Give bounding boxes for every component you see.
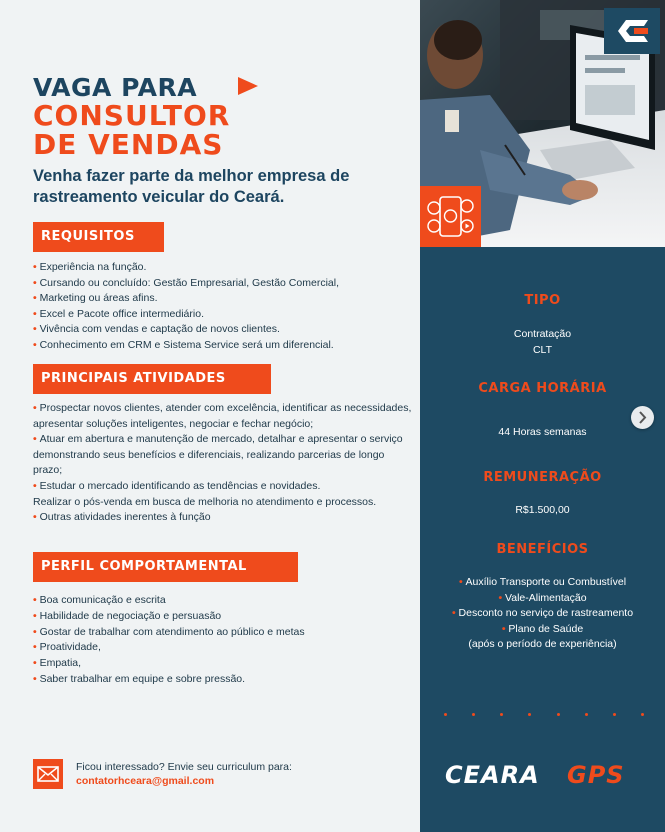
- brand-name-part1: CEARA: [445, 761, 540, 789]
- requisitos-list: [33, 260, 413, 354]
- list-item: • Marketing ou áreas afins.: [33, 291, 413, 307]
- list-item: • Vale-Alimentação: [420, 591, 665, 607]
- list-item: • Desconto no serviço de rastreamento: [420, 606, 665, 622]
- beneficios-list: [420, 575, 665, 653]
- beneficios-heading: BENEFÍCIOS: [496, 542, 589, 557]
- list-item: • Vivência com vendas e captação de novos clientes.: [33, 322, 413, 338]
- next-slide-button[interactable]: [631, 406, 654, 429]
- list-item: • Conhecimento em CRM e Sistema Service será um diferencial.: [33, 338, 413, 354]
- list-item: Realizar o pós-venda em busca de melhoria no atendimento e processos.: [33, 495, 377, 508]
- list-item: • Excel e Pacote office intermediário.: [33, 307, 413, 323]
- play-arrow-icon: [238, 77, 258, 95]
- tipo-line1: Contratação: [513, 328, 572, 340]
- carga-heading: CARGA HORÁRIA: [478, 381, 607, 396]
- headline-line3: DE VENDAS: [33, 128, 224, 161]
- atividades-list: [33, 401, 413, 526]
- atividades-heading: PRINCIPAIS ATIVIDADES: [33, 364, 271, 394]
- list-item: • Atuar em abertura e manutenção de mercado, detalhar e apresentar o serviço demonstrando seus benefícios e diferenciais, realizando parcerias de longo prazo;: [33, 432, 413, 479]
- list-item: • Experiência na função.: [33, 260, 413, 276]
- brand-logo-icon: [604, 8, 660, 54]
- headline-line2: CONSULTOR: [33, 99, 231, 132]
- list-item: • Habilidade de negociação e persuasão: [33, 609, 413, 625]
- subtitle: Venha fazer parte da melhor empresa de rastreamento veicular do Ceará.: [33, 167, 350, 206]
- perfil-heading: PERFIL COMPORTAMENTAL: [33, 552, 298, 582]
- list-item: • Empatia,: [33, 656, 413, 672]
- list-item: • Prospectar novos clientes, atender com excelência, identificar as necessidades, apresentar soluções inteligentes, negociar e fechar negócio;: [33, 401, 413, 432]
- mail-icon: [33, 759, 63, 789]
- list-item: • Cursando ou concluído: Gestão Empresarial, Gestão Comercial,: [33, 276, 413, 292]
- brand-name-part2: GPS: [567, 761, 625, 789]
- requisitos-heading: REQUISITOS: [33, 222, 164, 252]
- tipo-heading: TIPO: [524, 293, 561, 308]
- perfil-list: [33, 593, 413, 688]
- list-item: • Auxílio Transporte ou Combustível: [420, 575, 665, 591]
- list-item: • Estudar o mercado identificando as tendências e novidades.: [33, 479, 413, 495]
- list-item: • Outras atividades inerentes à função: [33, 510, 413, 526]
- tipo-line2: CLT: [532, 344, 553, 356]
- remuneracao-value: R$1.500,00: [515, 504, 570, 516]
- contact-text: Ficou interessado? Envie seu curriculum para:: [76, 761, 292, 773]
- list-item: • Plano de Saúde: [420, 622, 665, 638]
- list-item: • Boa comunicação e escrita: [33, 593, 413, 609]
- brand-wordmark: [443, 759, 643, 789]
- chevron-right-icon: [631, 406, 654, 429]
- beneficios-note: (após o período de experiência): [468, 638, 617, 650]
- remuneracao-heading: REMUNERAÇÃO: [483, 470, 602, 485]
- carga-value: 44 Horas semanas: [498, 426, 587, 438]
- dotted-divider: [444, 713, 644, 717]
- contact-email-link[interactable]: contatorhceara@gmail.com: [76, 775, 215, 787]
- list-item: • Gostar de trabalhar com atendimento ao público e metas: [33, 625, 413, 641]
- list-item: • Saber trabalhar em equipe e sobre pressão.: [33, 672, 413, 688]
- social-media-icon: [420, 186, 481, 247]
- list-item: • Proatividade,: [33, 640, 413, 656]
- headline-line1: VAGA PARA: [33, 73, 198, 102]
